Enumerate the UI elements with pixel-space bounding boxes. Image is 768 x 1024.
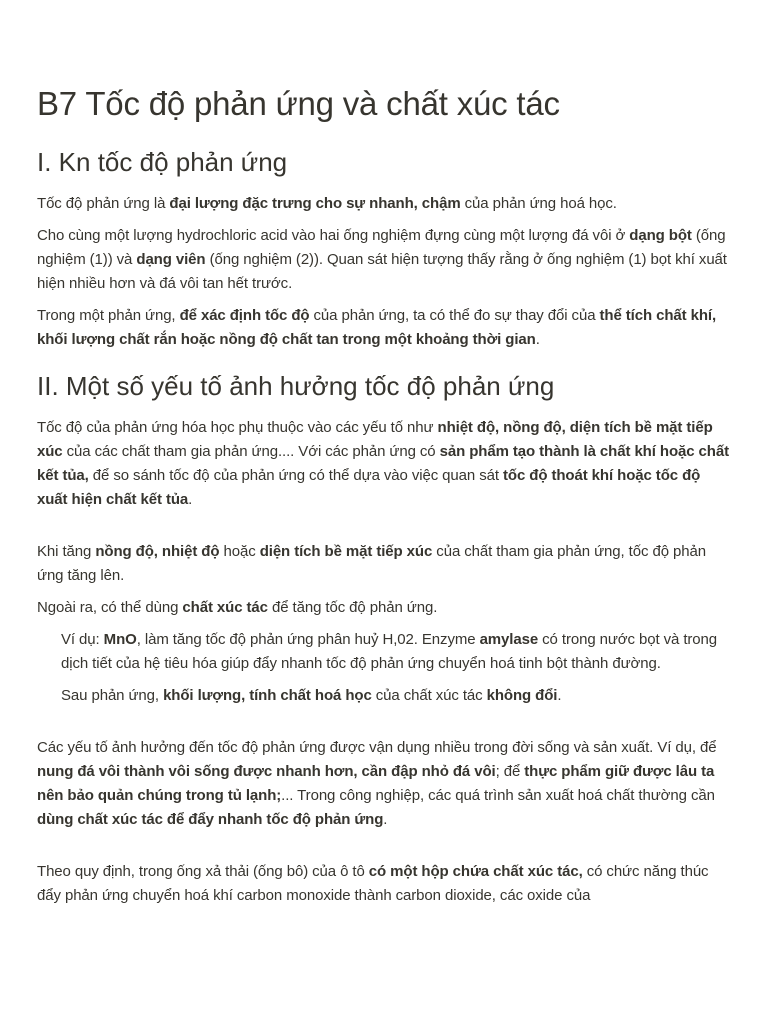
bold-text-run: amylase bbox=[479, 631, 539, 648]
text-run: của chất tham gia phản ứng, tốc độ phản ứng tăng lên. bbox=[37, 543, 706, 584]
text-run: . bbox=[188, 491, 193, 508]
text-run: , làm tăng tốc độ phản ứng phân huỷ H,02. Enzyme bbox=[136, 631, 480, 648]
section-1-paragraph bbox=[37, 224, 730, 296]
example-paragraph bbox=[37, 628, 730, 676]
bold-text-run: diện tích bề mặt tiếp xúc bbox=[259, 543, 433, 560]
example-paragraph bbox=[37, 684, 730, 708]
text-run: . bbox=[557, 687, 562, 704]
bold-text-run: chất xúc tác bbox=[182, 599, 268, 616]
text-run: Tốc độ phản ứng là bbox=[37, 195, 170, 212]
text-run: Cho cùng một lượng hydrochloric acid vào hai ống nghiệm đựng cùng một lượng đá vôi ở bbox=[37, 227, 630, 244]
bold-text-run: khối lượng, tính chất hoá học bbox=[163, 687, 372, 704]
section-2-paragraph bbox=[37, 540, 730, 588]
bold-text-run: nồng độ, nhiệt độ bbox=[95, 543, 220, 560]
section-1-paragraph bbox=[37, 304, 730, 352]
section-2-paragraph bbox=[37, 860, 730, 908]
text-run: của các chất tham gia phản ứng.... Với các phản ứng có bbox=[62, 443, 440, 460]
text-run: của phản ứng hoá học. bbox=[460, 195, 617, 212]
section-1-paragraph bbox=[37, 192, 730, 216]
text-run: . bbox=[383, 811, 388, 828]
text-run: . bbox=[535, 331, 540, 348]
text-run: (ống nghiệm (2)). Quan sát hiện tượng thấy rằng ở ống nghiệm (1) bọt khí xuất hiện nhiều hơn và đá vôi tan hết trước. bbox=[37, 251, 727, 292]
bold-text-run: tốc độ thoát khí hoặc tốc độ xuất hiện chất kết tủa bbox=[37, 467, 701, 508]
section-2-paragraph bbox=[37, 416, 730, 512]
text-run: Ngoài ra, có thể dùng bbox=[37, 599, 183, 616]
section-1-heading: I. Kn tốc độ phản ứng bbox=[37, 147, 288, 177]
text-run: Sau phản ứng, bbox=[61, 687, 164, 704]
bold-text-run: sản phẩm tạo thành là chất khí hoặc chất kết tủa, bbox=[37, 443, 730, 484]
section-2-paragraph bbox=[37, 596, 730, 620]
text-run: ; để bbox=[495, 763, 525, 780]
bold-text-run: đại lượng đặc trưng cho sự nhanh, chậm bbox=[169, 195, 461, 212]
bold-text-run: MnO bbox=[103, 631, 137, 648]
text-run: có trong nước bọt và trong dịch tiết của hệ tiêu hóa giúp đẩy nhanh tốc độ phản ứng chuyển hoá tinh bột thành đường. bbox=[61, 631, 718, 672]
bold-text-run: dạng viên bbox=[136, 251, 206, 268]
bold-text-run: để xác định tốc độ bbox=[179, 307, 310, 324]
text-run: của chất xúc tác bbox=[371, 687, 487, 704]
page-title: B7 Tốc độ phản ứng và chất xúc tác bbox=[37, 85, 560, 122]
bold-text-run: dạng bột bbox=[629, 227, 692, 244]
bold-text-run: dùng chất xúc tác để đẩy nhanh tốc độ phản ứng bbox=[37, 811, 384, 828]
section-2-heading: II. Một số yếu tố ảnh hưởng tốc độ phản ứng bbox=[37, 371, 555, 401]
text-run: để tăng tốc độ phản ứng. bbox=[267, 599, 438, 616]
text-run: Trong một phản ứng, bbox=[37, 307, 180, 324]
bold-text-run: nung đá vôi thành vôi sống được nhanh hơn, cần đập nhỏ đá vôi bbox=[37, 763, 496, 780]
text-run: Theo quy định, trong ống xả thải (ống bô) của ô tô bbox=[37, 863, 369, 880]
text-run: hoặc bbox=[219, 543, 260, 560]
bold-text-run: thực phẩm giữ được lâu ta nên bảo quản chúng trong tủ lạnh; bbox=[37, 763, 715, 804]
text-run: Ví dụ: bbox=[61, 631, 104, 648]
bold-text-run: nhiệt độ, nồng độ, diện tích bề mặt tiếp xúc bbox=[37, 419, 713, 460]
bold-text-run: thể tích chất khí, khối lượng chất rắn hoặc nồng độ chất tan trong một khoảng thời gian bbox=[37, 307, 717, 348]
bold-text-run: có một hộp chứa chất xúc tác, bbox=[368, 863, 583, 880]
bold-text-run: không đổi bbox=[486, 687, 558, 704]
text-run: Các yếu tố ảnh hưởng đến tốc độ phản ứng được vận dụng nhiều trong đời sống và sản xuất. Ví dụ, để bbox=[37, 739, 717, 756]
text-run: của phản ứng, ta có thể đo sự thay đổi của bbox=[309, 307, 600, 324]
text-run: ... Trong công nghiệp, các quá trình sản xuất hoá chất thường cần bbox=[281, 787, 715, 804]
text-run: để so sánh tốc độ của phản ứng có thể dựa vào việc quan sát bbox=[88, 467, 503, 484]
section-2-paragraph bbox=[37, 736, 730, 832]
text-run: (ống nghiệm (1)) và bbox=[37, 227, 726, 268]
text-run: có chức năng thúc đẩy phản ứng chuyển hoá khí carbon monoxide thành carbon dioxide, các oxide của bbox=[37, 863, 709, 904]
text-run: Khi tăng bbox=[37, 543, 96, 560]
text-run: Tốc độ của phản ứng hóa học phụ thuộc vào các yếu tố như bbox=[37, 419, 438, 436]
